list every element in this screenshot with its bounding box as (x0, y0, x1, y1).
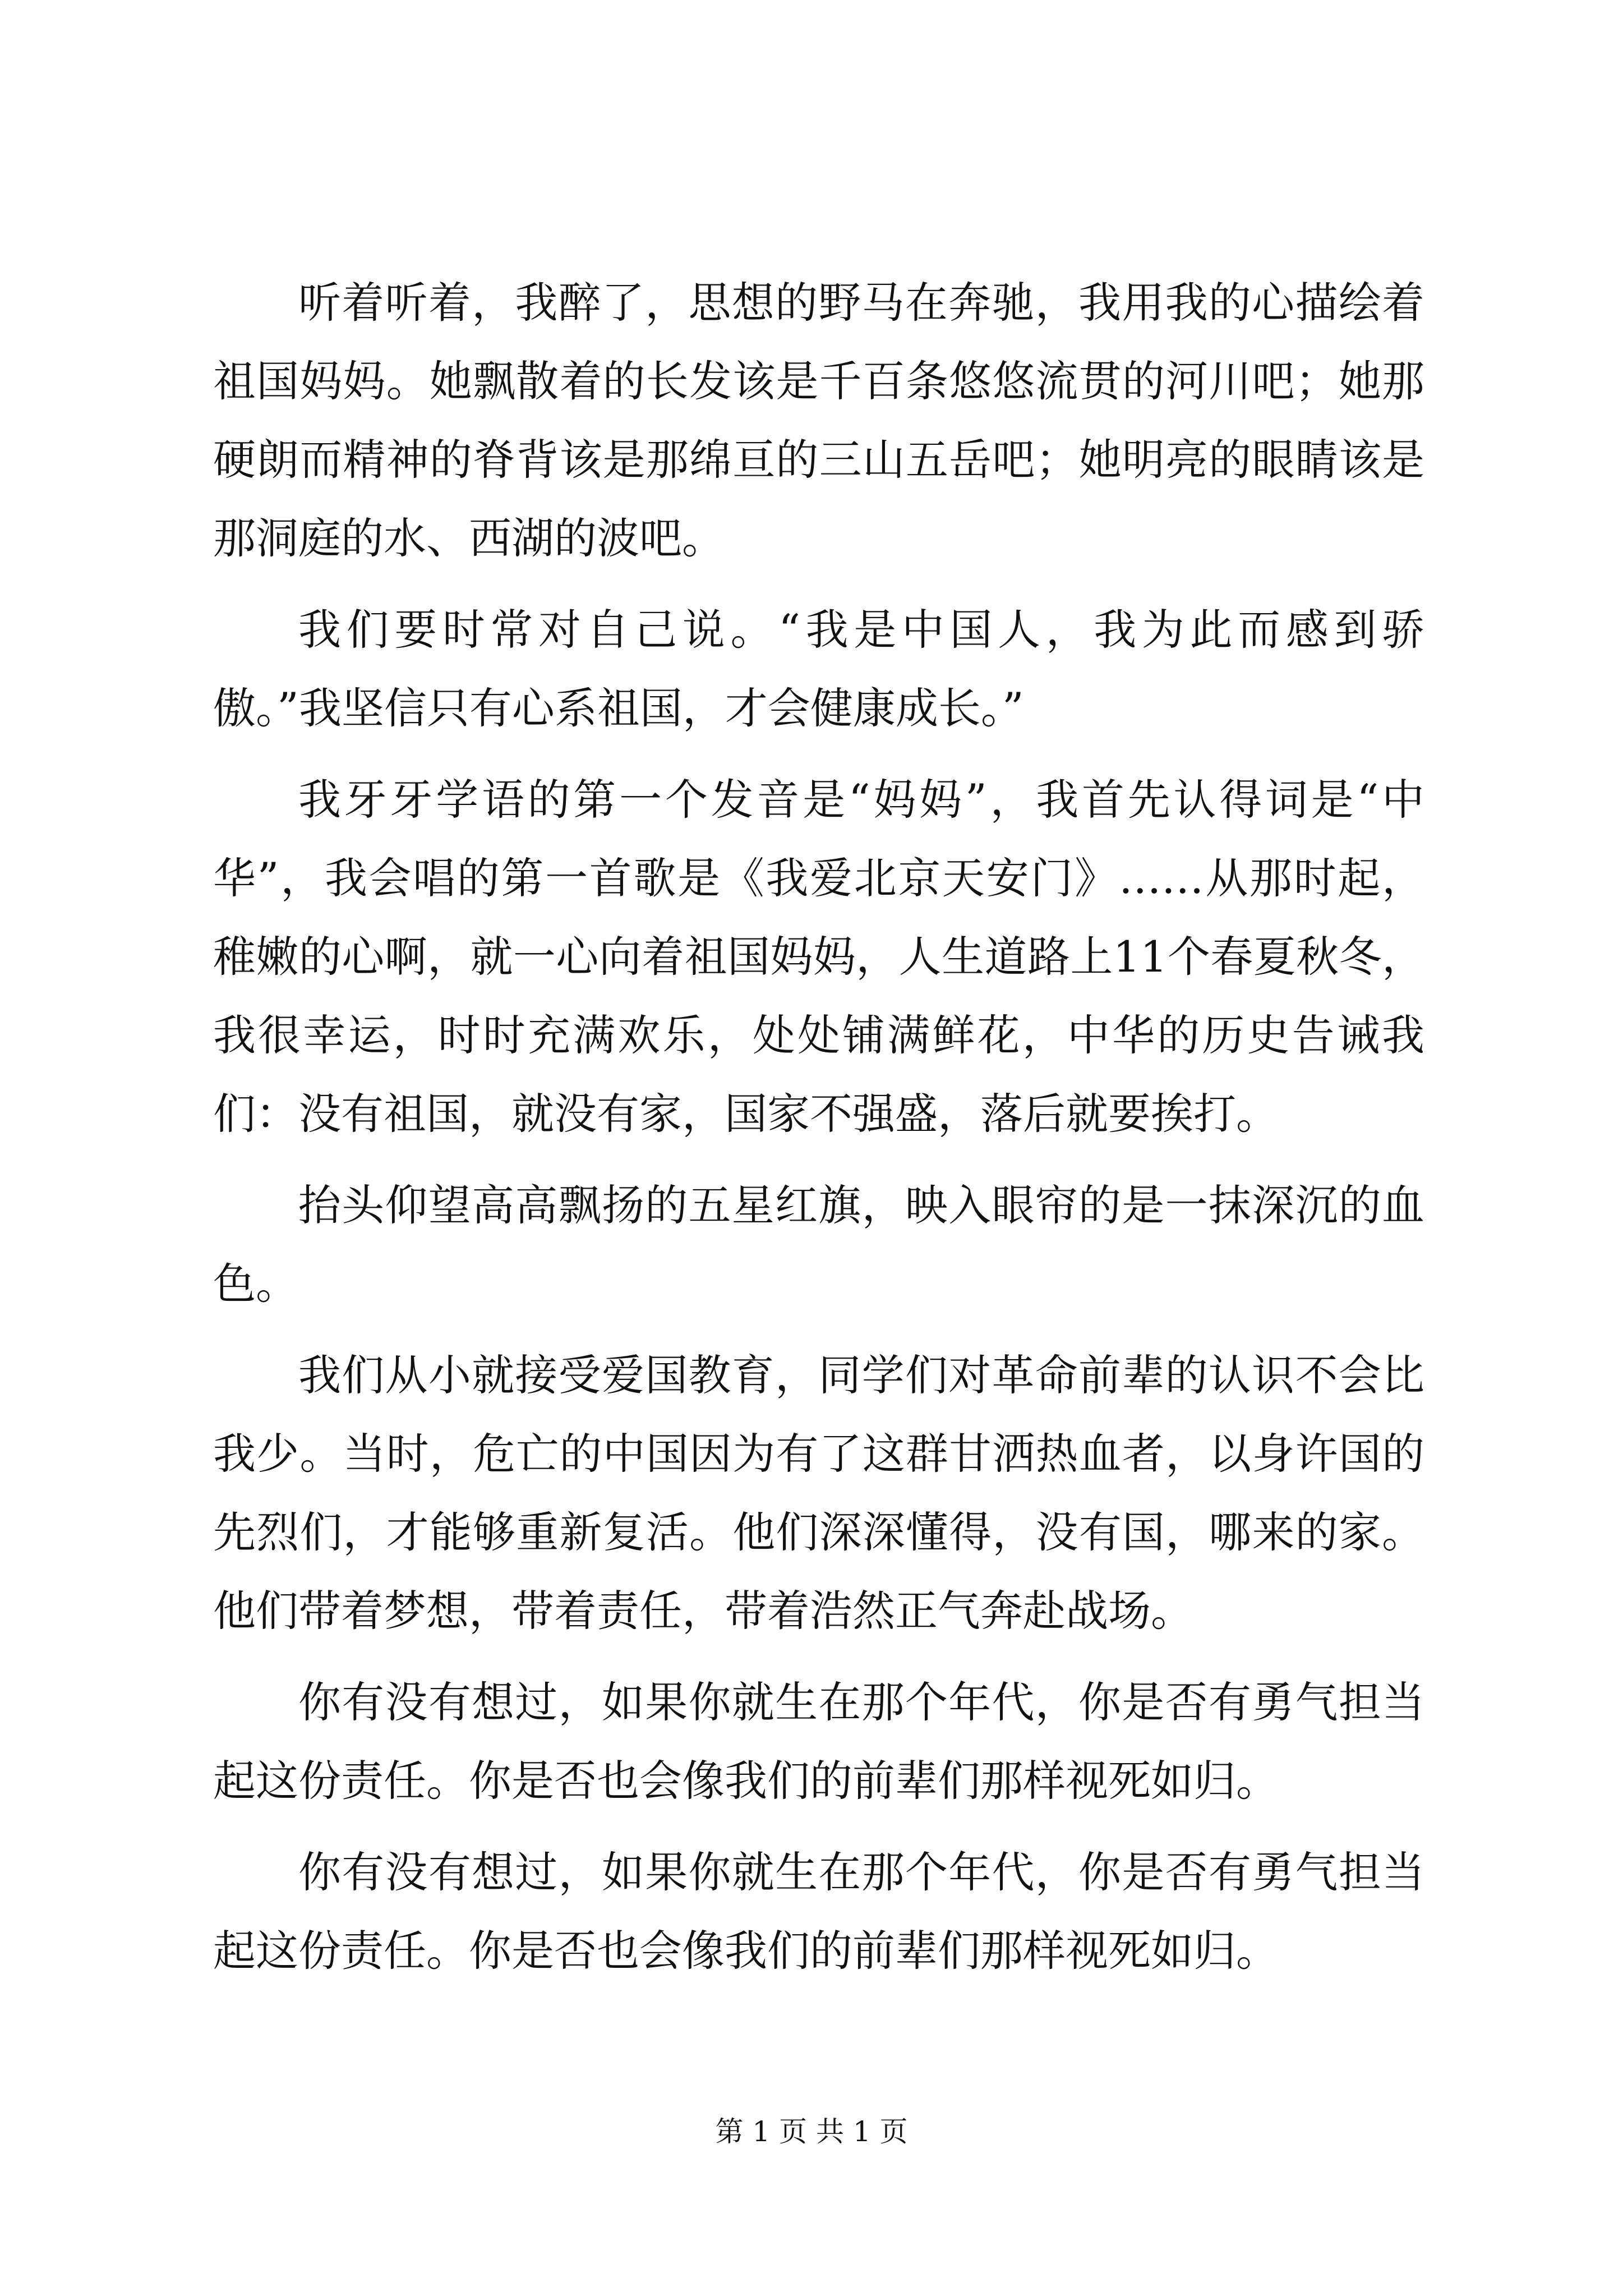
paragraph-7: 你有没有想过，如果你就生在那个年代，你是否有勇气担当起这份责任。你是否也会像我们的前辈们那样视死如归。 (213, 1847, 1424, 1976)
paragraph-5: 我们从小就接受爱国教育，同学们对革命前辈的认识不会比我少。当时，危亡的中国因为有了这群甘洒热血者，以身许国的先烈们，才能够重新复活。他们深深懂得，没有国，哪来的家。他们带着梦想，带着责任，带着浩然正气奔赴战场。 (213, 1350, 1424, 1636)
paragraph-3: 我牙牙学语的第一个发音是“妈妈”，我首先认得词是“中华”，我会唱的第一首歌是《我爱北京天安门》……从那时起，稚嫩的心啊，就一心向着祖国妈妈，人生道路上11个春夏秋冬，我很幸运，时时充满欢乐，处处铺满鲜花，中华的历史告诫我们：没有祖国，就没有家，国家不强盛，落后就要挨打。 (213, 775, 1424, 1139)
page-number-footer: 第 1 页 共 1 页 (715, 2115, 908, 2148)
paragraph-2: 我们要时常对自己说。“我是中国人，我为此而感到骄傲。”我坚信只有心系祖国，才会健康成长。” (213, 605, 1424, 733)
paragraph-6: 你有没有想过，如果你就生在那个年代，你是否有勇气担当起这份责任。你是否也会像我们的前辈们那样视死如归。 (213, 1677, 1424, 1806)
paragraph-1: 听着听着，我醉了，思想的野马在奔驰，我用我的心描绘着祖国妈妈。她飘散着的长发该是千百条悠悠流贯的河川吧；她那硬朗而精神的脊背该是那绵亘的三山五岳吧；她明亮的眼睛该是那洞庭的水、西湖的波吧。 (213, 278, 1424, 563)
paragraph-4: 抬头仰望高高飘扬的五星红旗，映入眼帘的是一抹深沉的血色。 (213, 1180, 1424, 1309)
document-body (213, 264, 1424, 2003)
